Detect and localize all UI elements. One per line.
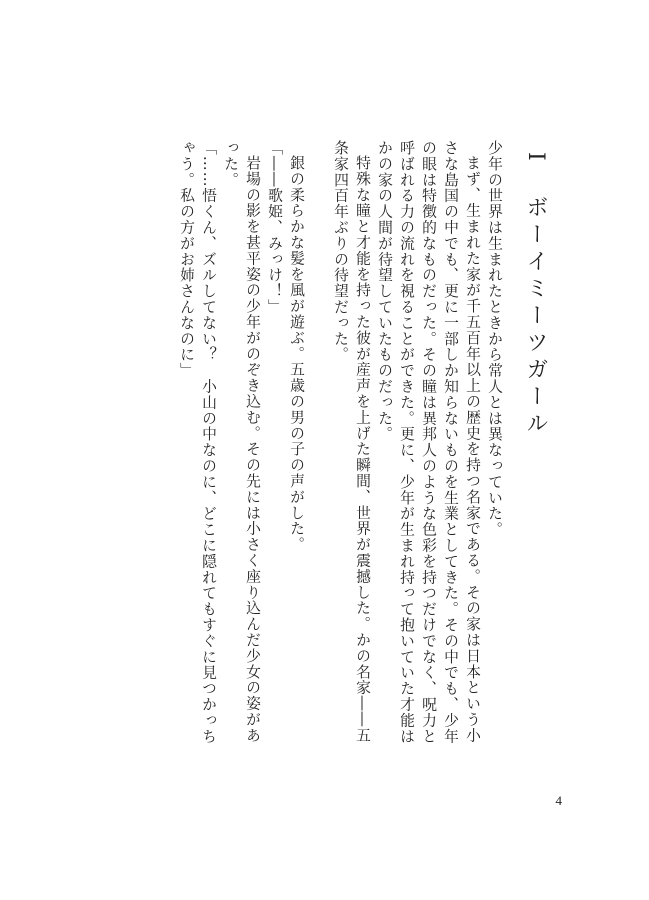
body-line: 岩場の影を甚平姿の少年がのぞき込む。その先には小さく座り込んだ少女の姿があ bbox=[244, 155, 261, 744]
body-line: った。 bbox=[222, 140, 239, 188]
body-line: かの家の人間が待望していたものだった。 bbox=[376, 140, 393, 443]
body-line: 銀の柔らかな髪を風が遊ぶ。五歳の男の子の声がした。 bbox=[288, 155, 305, 553]
page-number: 4 bbox=[555, 793, 562, 808]
body-line: 少年の世界は生まれたときから常人とは異なっていた。 bbox=[486, 140, 503, 538]
dialogue-line: 「……悟くん、ズルしてない？ 小山の中なのに、どこに隠れてもすぐに見つかっち bbox=[200, 140, 217, 745]
body-line: さな島国の中でも、更に一部しか知らないものを生業としてきた。その中でも、少年 bbox=[442, 140, 459, 745]
dialogue-line: 「――歌姫、みっけ！」 bbox=[266, 140, 283, 315]
dialogue-line: ゃう。私の方がお姉さんなのに」 bbox=[178, 140, 195, 379]
chapter-title: ボーイミーツガール bbox=[523, 195, 548, 439]
chapter-number: I bbox=[523, 152, 548, 166]
body-line: の眼は特徴的なものだった。その瞳は異邦人のような色彩を持つだけでなく、呪力と bbox=[420, 140, 437, 745]
body-line: 条家四百年ぶりの待望だった。 bbox=[332, 140, 349, 363]
body-line: 特殊な瞳と才能を持った彼が産声を上げた瞬間、世界が震撼した。かの名家――五 bbox=[354, 155, 371, 744]
body-line: まず、生まれた家が千五百年以上の歴史を持つ名家である。その家は日本という小 bbox=[464, 155, 481, 744]
chapter-heading bbox=[520, 152, 551, 439]
body-line: 呼ばれる力の流れを視ることができた。更に、少年が生まれ持って抱いていた才能は bbox=[398, 140, 415, 745]
